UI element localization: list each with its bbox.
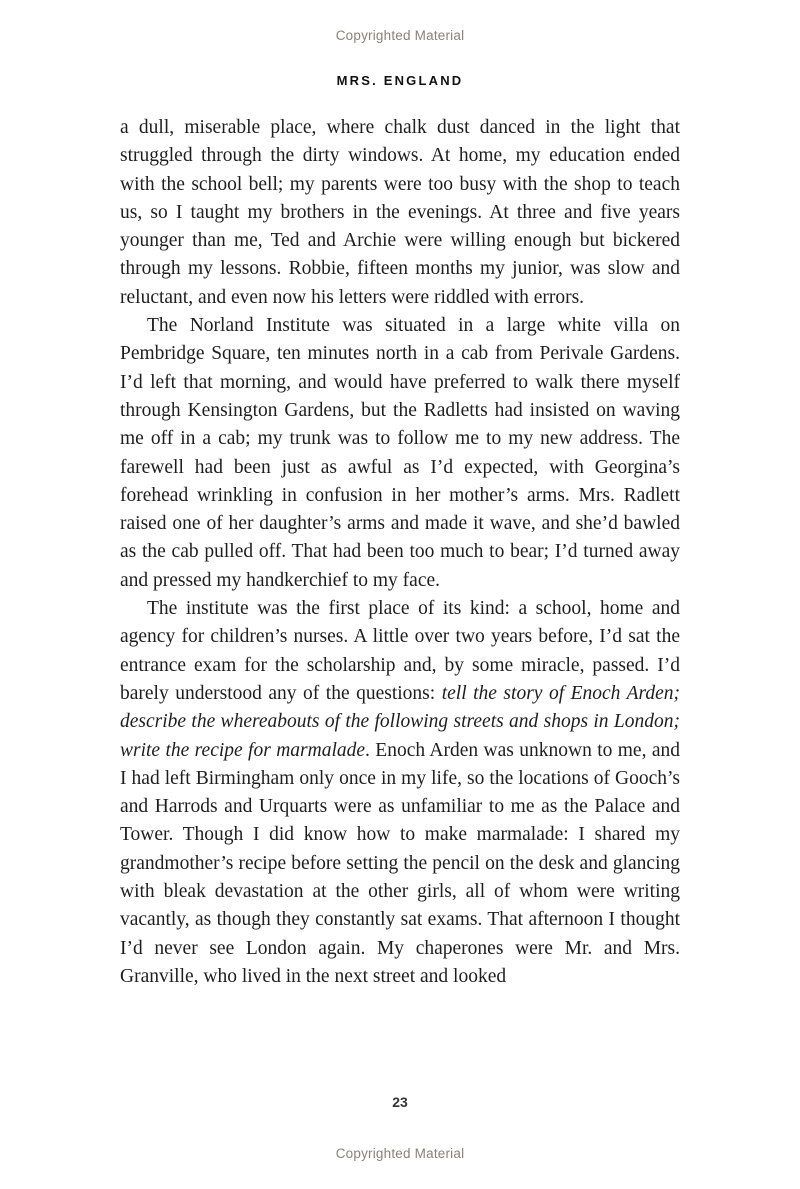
- paragraph-1: a dull, miserable place, where chalk dust danced in the light that struggled through the dirty windows. At home, my education ended with the school bell; my parents were too busy with the shop to teach us, so I taught my brothers in the evenings. At three and five years younger than me, Ted and Archie were willing enough but bickered through my lessons. Robbie, fifteen months my junior, was slow and reluctant, and even now his letters were riddled with errors.: [120, 117, 680, 308]
- running-header: MRS. ENGLAND: [336, 73, 464, 88]
- copyright-notice-top: Copyrighted Material: [335, 28, 465, 43]
- paragraph-3-segment-italic: tell the story of Enoch Arden; describe the whereabouts of the following streets and shops in London; write the recipe for marmalade: [120, 682, 680, 761]
- paragraph-3: [120, 595, 680, 991]
- copyright-notice-bottom: Copyrighted Material: [335, 1146, 465, 1161]
- paragraph-3-segment-normal-2: . Enoch Arden was unknown to me, and I had left Birmingham only once in my life, so the locations of Gooch’s and Harrods and Urquarts were as unfamiliar to me as the Palace and Tower. Though I did know how to make marmalade: I shared my grandmother’s recipe before setting the pencil on the desk and glancing with bleak devastation at the other girls, all of whom were writing vacantly, as though they constantly sat exams. That afternoon I thought I’d never see London again. My chaperones were Mr. and Mrs. Granville, who lived in the next street and looked: [120, 739, 680, 987]
- paragraph-2: The Norland Institute was situated in a large white villa on Pembridge Square, ten minutes north in a cab from Perivale Gardens. I’d left that morning, and would have preferred to walk there myself through Kensington Gardens, but the Radletts had insisted on waving me off in a cab; my trunk was to follow me to my new address. The farewell had been just as awful as I’d expected, with Georgina’s forehead wrinkling in confusion in her mother’s arms. Mrs. Radlett raised one of her daughter’s arms and made it wave, and she’d bawled as the cab pulled off. That had been too much to bear; I’d turned away and pressed my handkerchief to my face.: [120, 315, 680, 591]
- page-body: [120, 114, 680, 991]
- page-number: 23: [392, 1094, 408, 1110]
- paragraph-3-segment-normal-1: The institute was the first place of its kind: a school, home and agency for children’s nurses. A little over two years before, I’d sat the entrance exam for the scholarship and, by some miracle, passed. I’d barely understood any of the questions:: [120, 598, 680, 704]
